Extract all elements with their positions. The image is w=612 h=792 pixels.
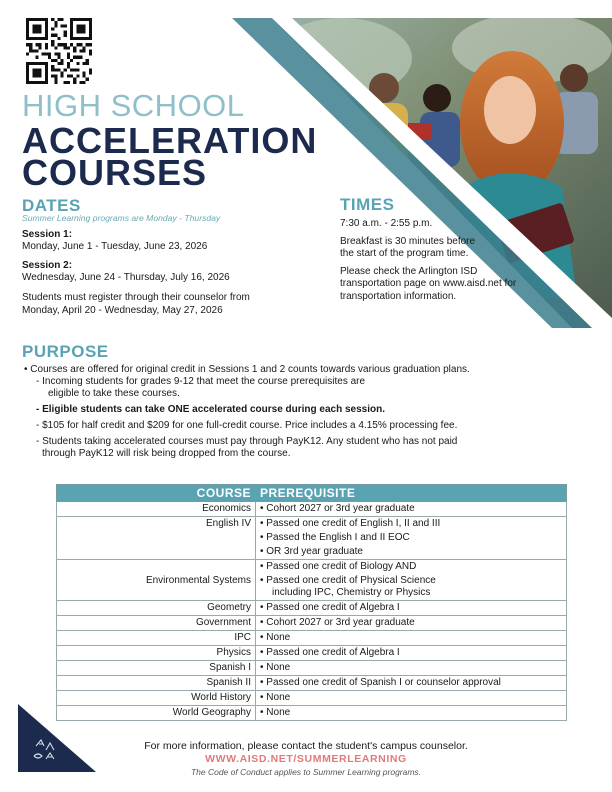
session2-label: Session 2: <box>22 260 73 271</box>
table-row <box>57 706 567 721</box>
purpose-heading: PURPOSE <box>22 342 109 361</box>
column-header-course: COURSE <box>57 485 256 502</box>
prereq-cell <box>256 601 567 616</box>
course-cell: English IV <box>57 517 256 560</box>
session1-dates: Monday, June 1 - Tuesday, June 23, 2026 <box>22 241 208 252</box>
purpose-sub-3: - $105 for half credit and $209 for one full-credit course. Price includes a 4.15% processing fee. <box>36 420 458 431</box>
prereq-item: • Cohort 2027 or 3rd year graduate <box>260 617 415 628</box>
course-cell: Spanish II <box>57 676 256 691</box>
table-row <box>57 631 567 646</box>
prereq-item: • None <box>260 692 291 703</box>
prereq-item: • Passed one credit of Biology AND <box>260 561 417 572</box>
program-hours: 7:30 a.m. - 2:55 p.m. <box>340 218 433 229</box>
course-cell: Government <box>57 616 256 631</box>
prereq-cell <box>256 706 567 721</box>
dates-subheading: Summer Learning programs are Monday - Thursday <box>22 213 221 223</box>
transport-line-1: Please check the Arlington ISD <box>340 265 478 277</box>
course-cell: World Geography <box>57 706 256 721</box>
purpose-sub-1-line-1: - Incoming students for grades 9-12 that meet the course prerequisites are <box>36 376 366 387</box>
breakfast-line-1: Breakfast is 30 minutes before <box>340 235 476 247</box>
prereq-item: • None <box>260 662 291 673</box>
table-header-row <box>57 485 567 502</box>
course-cell: Geometry <box>57 601 256 616</box>
prereq-item: • Passed one credit of Algebra I <box>260 647 400 658</box>
column-header-prerequisite: PREREQUISITE <box>256 485 567 502</box>
purpose-bullet-2-line-2: through PayK12 will risk being dropped from the course. <box>42 448 291 459</box>
prereq-item: • Passed one credit of Spanish I or counselor approval <box>260 677 501 688</box>
code-of-conduct-note: The Code of Conduct applies to Summer Learning programs. <box>190 767 422 777</box>
purpose-bullet-2-line-1: - Students taking accelerated courses must pay through PayK12. Any student who has not paid <box>36 436 458 447</box>
prereq-item: • None <box>260 632 291 643</box>
session1-label: Session 1: <box>22 229 73 240</box>
register-line-2: Monday, April 20 - Wednesday, May 27, 2026 <box>22 305 223 316</box>
course-cell: Spanish I <box>57 661 256 676</box>
course-cell: Physics <box>57 646 256 661</box>
table-row <box>57 661 567 676</box>
transport-note <box>340 266 580 304</box>
prereq-item: • OR 3rd year graduate <box>260 546 363 557</box>
purpose-list <box>24 364 584 460</box>
prereq-item: • Passed one credit of Algebra I <box>260 602 400 613</box>
summer-learning-link[interactable]: WWW.AISD.NET/SUMMERLEARNING <box>205 753 407 765</box>
session2-dates: Wednesday, June 24 - Thursday, July 16, 2026 <box>22 272 230 283</box>
transport-line-3: transportation information. <box>340 290 457 302</box>
table-row <box>57 691 567 706</box>
breakfast-note <box>340 236 580 261</box>
purpose-sub-1-line-2: eligible to take these courses. <box>48 388 180 399</box>
table-row <box>57 502 567 517</box>
prereq-cell <box>256 676 567 691</box>
purpose-bullet-1: • Courses are offered for original credit in Sessions 1 and 2 counts towards various graduation plans. <box>24 364 470 375</box>
transport-line-2: transportation page on www.aisd.net for <box>340 278 517 289</box>
prereq-cell <box>256 560 567 601</box>
table-row <box>57 517 567 560</box>
table-row <box>57 560 567 601</box>
course-cell: IPC <box>57 631 256 646</box>
course-table <box>56 484 567 721</box>
breakfast-line-2: the start of the program time. <box>340 248 469 259</box>
prereq-item: • Passed one credit of English I, II and III <box>260 518 441 529</box>
qr-code[interactable] <box>26 18 92 84</box>
course-cell: Environmental Systems <box>57 560 256 601</box>
table-row <box>57 646 567 661</box>
contact-text: For more information, please contact the student's campus counselor. <box>144 740 468 752</box>
title-line-3: COURSES <box>22 152 208 193</box>
times-heading: TIMES <box>340 195 395 214</box>
table-row <box>57 616 567 631</box>
table-row <box>57 676 567 691</box>
register-line-1: Students must register through their counselor from <box>22 292 250 303</box>
dates-heading: DATES <box>22 196 81 215</box>
prereq-item: • Passed one credit of Physical Science <box>260 575 436 586</box>
title-line-2: ACCELERATION <box>22 120 318 161</box>
prereq-cell <box>256 616 567 631</box>
course-cell: World History <box>57 691 256 706</box>
prereq-item: • Cohort 2027 or 3rd year graduate <box>260 503 415 514</box>
prereq-cell <box>256 631 567 646</box>
times-body <box>340 218 580 308</box>
prereq-item: including IPC, Chemistry or Physics <box>272 587 431 598</box>
prereq-item: • None <box>260 707 291 718</box>
prereq-cell <box>256 661 567 676</box>
prereq-cell <box>256 517 567 560</box>
course-cell: Economics <box>57 502 256 517</box>
prereq-cell <box>256 502 567 517</box>
purpose-sub-2: - Eligible students can take ONE accelerated course during each session. <box>36 404 386 415</box>
title-line-1: HIGH SCHOOL <box>22 88 245 123</box>
prereq-cell <box>256 691 567 706</box>
prereq-cell <box>256 646 567 661</box>
prereq-item: • Passed the English I and II EOC <box>260 532 410 543</box>
table-row <box>57 601 567 616</box>
